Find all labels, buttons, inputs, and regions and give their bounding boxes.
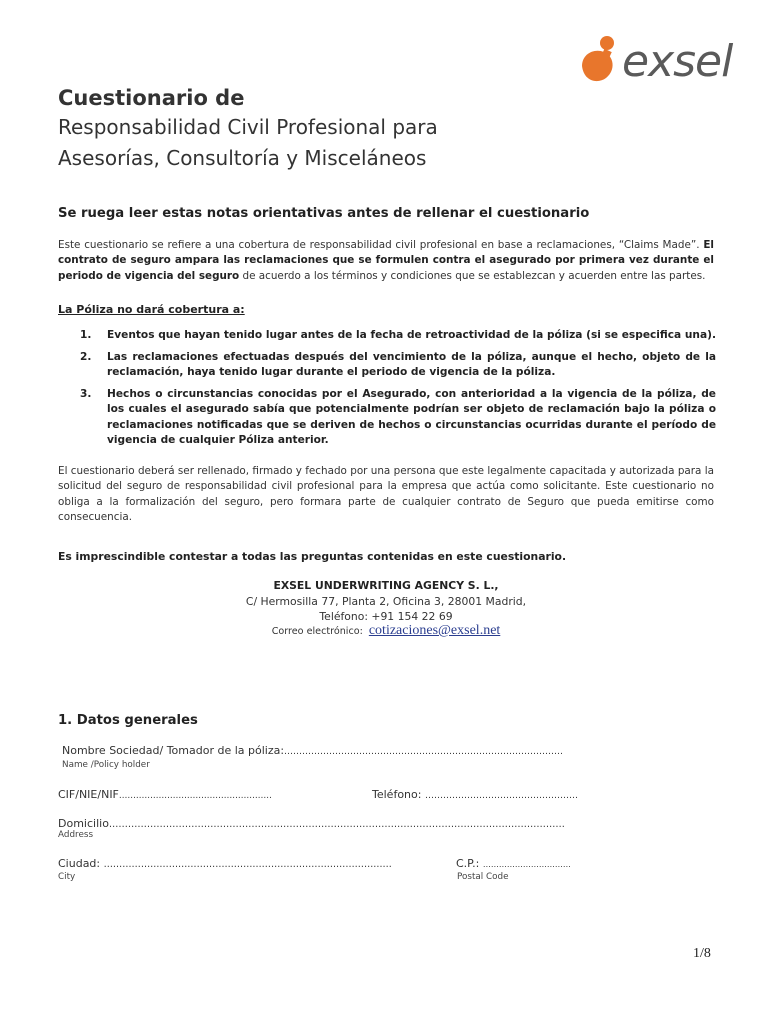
city-sublabel: City [58,872,76,882]
address-dots: ……………………………………………………………………………………………………………………………… [108,819,565,830]
policy-holder-label: Nombre Sociedad/ Tomador de la póliza: [62,744,285,757]
address-label: Domicilio [58,817,109,830]
document-title-line2: Responsabilidad Civil Profesional para [58,115,438,139]
agency-phone: Teléfono: +91 154 22 69 [319,610,453,623]
outro-paragraph: El cuestionario deberá ser rellenado, firmado y fechado por una persona que este legalmente capacitada y autorizada para la solicitud del seguro de responsabilidad civil profesional para la empresa que actúa como solicitante. Este cuestionario no obliga a la formalización del seguro, pero formara parte de cualquier contrato de Seguro que pueda emitirse como consecuencia. [58,465,714,524]
city-dots: ………………………………………………………………………………… [103,859,392,870]
postal-code-label: C.P.: [456,857,480,870]
phone-dots: …………………………………………… [424,791,578,801]
postal-code-field[interactable] [456,857,571,870]
phone-field[interactable] [372,788,578,801]
list-item-number: 3. [80,387,92,400]
list-item-number: 1. [80,329,92,341]
postal-code-sublabel: Postal Code [457,872,509,882]
list-item-number: 2. [80,350,92,363]
list-item-text: Hechos o circunstancias conocidas por el Asegurado, con anterioridad a la vigencia de la póliza, de los cuales el asegurado sabía que potencialmente podrían ser objeto de reclamación bajo la póliza o reclamaciones notificadas que se deriven de hechos o circunstancias ocurridas durante el período de vigencia de cualquier Póliza anterior. [107,387,716,446]
intro-bold: El contrato de seguro ampara las reclamaciones que se formulen contra el asegurado por primera vez durante el periodo de vigencia del seguro [58,239,714,282]
agency-name: EXSEL UNDERWRITING AGENCY S. L., [273,579,499,592]
phone-label: Teléfono: [372,788,422,801]
address-sublabel: Address [58,830,94,840]
city-field[interactable] [58,857,392,870]
list-item-text: Las reclamaciones efectuadas después del vencimiento de la póliza, aunque el hecho, objeto de la reclamación, haya tenido lugar durante el periodo de vigencia de la póliza. [107,350,716,378]
intro-paragraph [58,238,714,284]
email-label: Correo electrónico: [271,626,363,637]
list-item [80,328,716,344]
exsel-logo [574,32,744,96]
policy-holder-field[interactable] [62,744,563,757]
list-item-text: Eventos que hayan tenido lugar antes de la fecha de retroactividad de la póliza (si se especifica una). [107,329,716,341]
city-label: Ciudad: [58,857,101,870]
document-title-line3: Asesorías, Consultoría y Misceláneos [58,146,427,170]
agency-email-line [58,623,714,639]
important-notice: Es imprescindible contestar a todas las preguntas contenidas en este cuestionario. [58,550,567,563]
agency-address: C/ Hermosilla 77, Planta 2, Oficina 3, 28001 Madrid, [245,595,527,608]
notes-heading: Se ruega leer estas notas orientativas antes de rellenar el cuestionario [58,206,590,221]
logo-text: exsel [622,36,733,87]
exclusions-list [80,328,716,455]
list-item [80,387,716,449]
policy-holder-dots: ………………………………………………………………………………… [284,747,564,757]
email-link[interactable]: cotizaciones@exsel.net [368,623,501,638]
postal-code-dots: …………………………… [482,860,571,869]
intro-part1: Este cuestionario se refiere a una cobertura de responsabilidad civil profesional en base a reclamaciones, “Claims Made”. [58,239,704,251]
cif-field[interactable] [58,788,272,801]
section-title-datos-generales: 1. Datos generales [58,713,198,728]
list-item [80,350,716,381]
page-number: 1/8 [693,946,711,961]
cif-dots: ……………………………………………… [118,791,272,801]
intro-part2: de acuerdo a los términos y condiciones que se establezcan y acuerden entre las partes. [239,269,706,282]
cif-label: CIF/NIE/NIF [58,788,119,801]
exclusions-title: La Póliza no dará cobertura a: [58,303,245,316]
document-title-line1: Cuestionario de [58,86,245,110]
address-field[interactable] [58,817,565,830]
policy-holder-sublabel: Name /Policy holder [62,760,150,770]
